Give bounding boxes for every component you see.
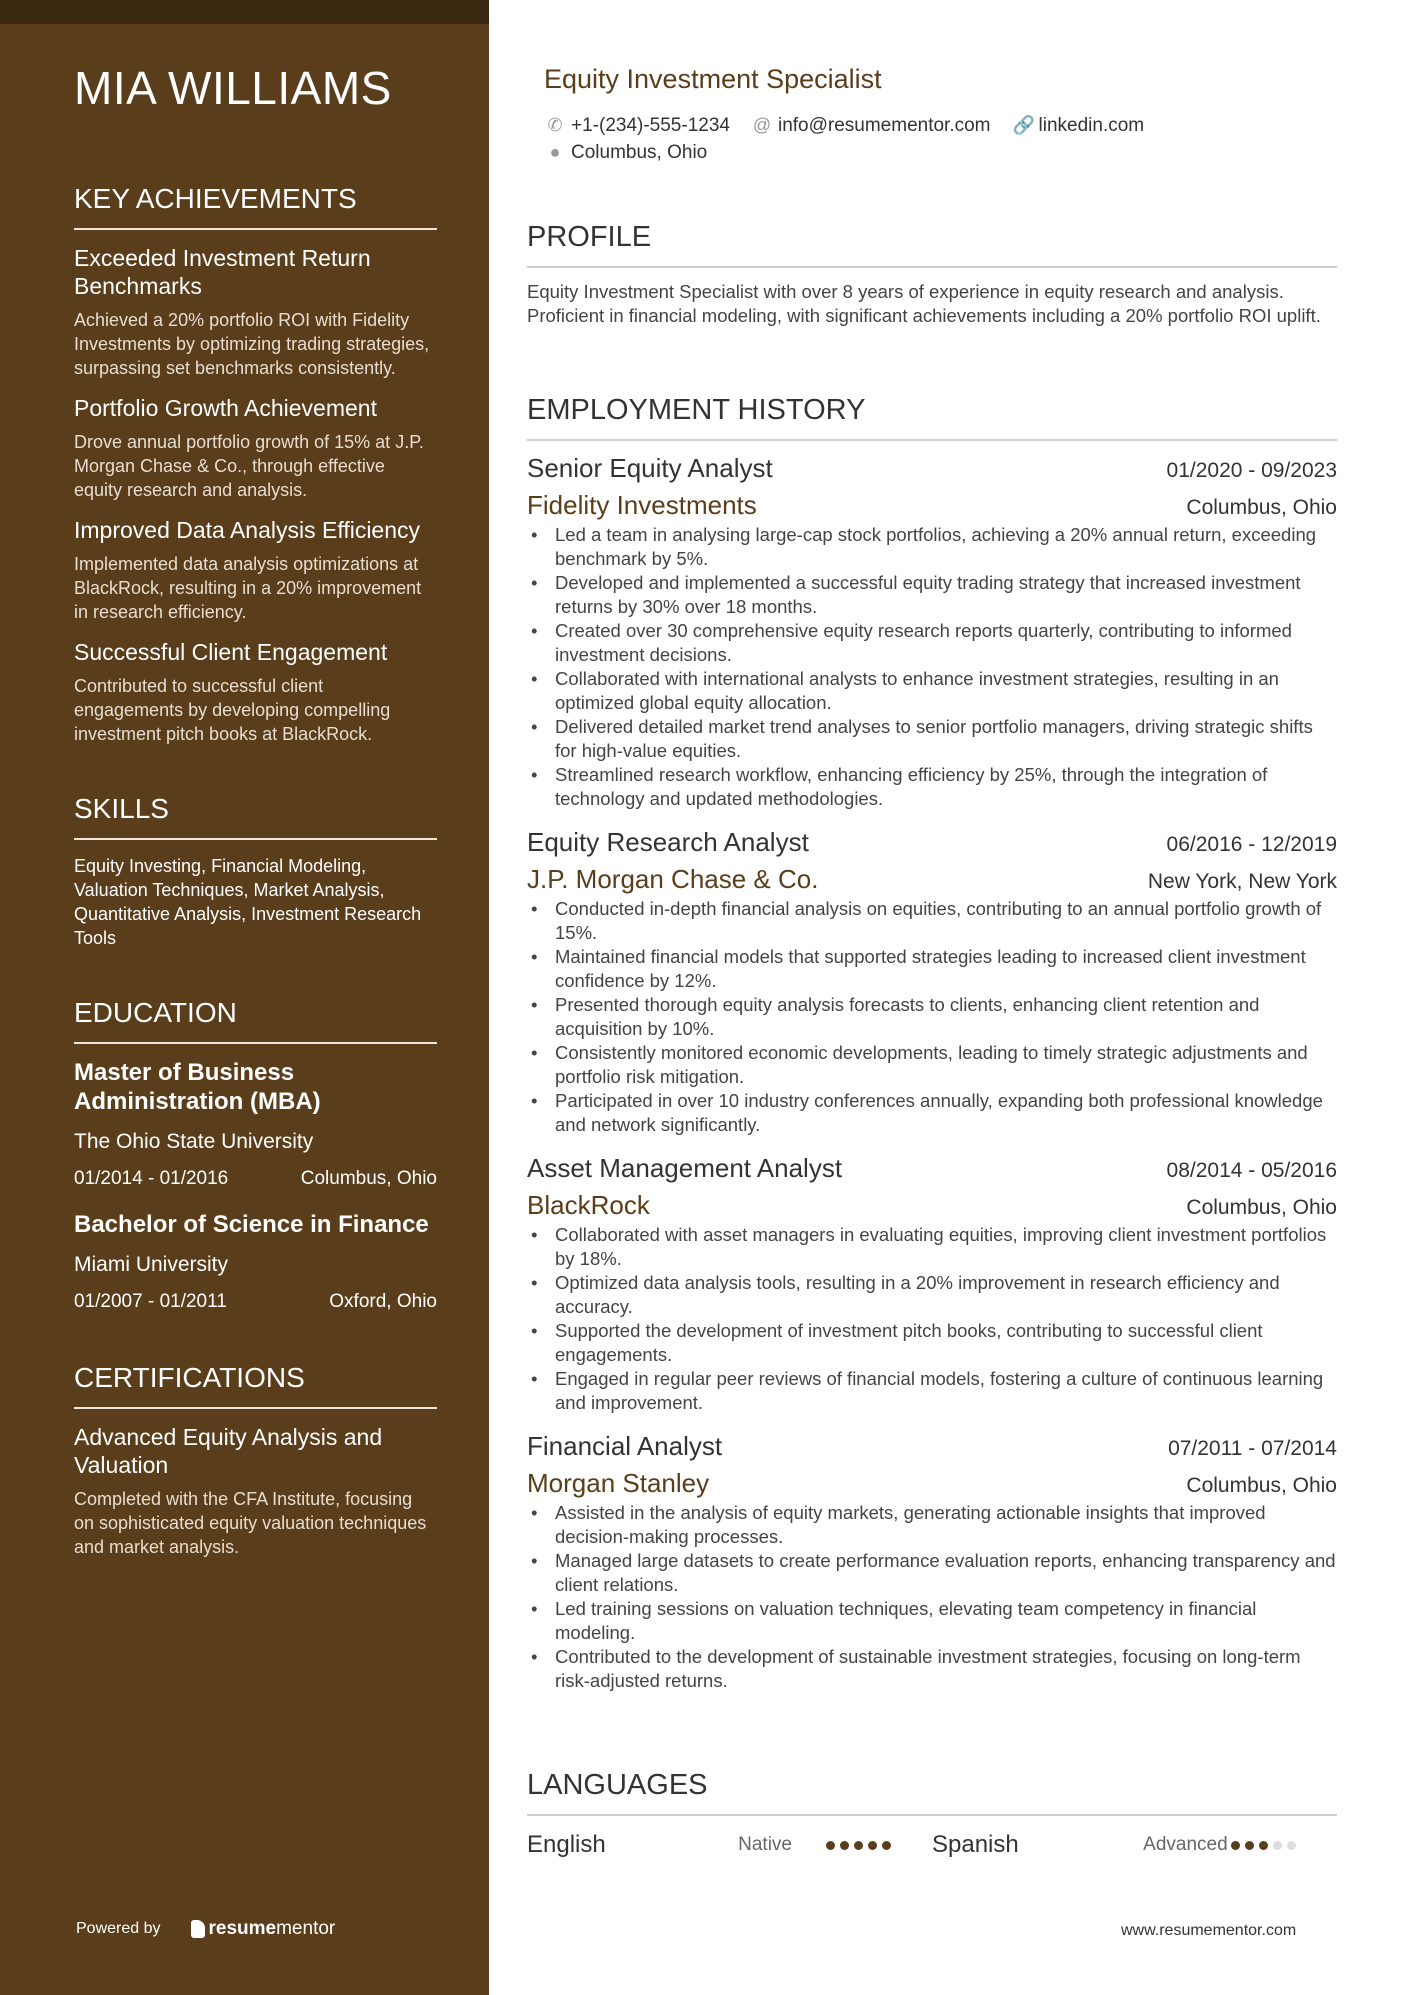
- at-icon: @: [752, 115, 772, 135]
- education-section: [74, 996, 437, 1315]
- achievement-desc: Achieved a 20% portfolio ROI with Fidelity Investments by optimizing trading strategies, surpassing set benchmarks consistently.: [74, 310, 430, 378]
- certification-desc: Completed with the CFA Institute, focusing on sophisticated equity valuation techniques and market analysis.: [74, 1489, 427, 1557]
- job-dates: 06/2016 - 12/2019: [1166, 833, 1337, 856]
- job-header: [527, 451, 1337, 485]
- job-position: Equity Research Analyst: [527, 827, 809, 857]
- job-location: New York, New York: [1147, 870, 1337, 893]
- contact-info: [545, 112, 1245, 166]
- certifications-heading: CERTIFICATIONS: [74, 1361, 437, 1409]
- achievements-heading: KEY ACHIEVEMENTS: [74, 182, 437, 230]
- job-company: BlackRock: [527, 1190, 650, 1220]
- sidebar-top-band: [0, 0, 489, 24]
- job-subheader: [527, 489, 1337, 521]
- language-name: Spanish: [932, 1831, 1019, 1858]
- powered-by: [76, 1918, 335, 1940]
- education-school: The Ohio State University: [74, 1130, 314, 1153]
- achievement-desc: Drove annual portfolio growth of 15% at J.P. Morgan Chase & Co., through effective equity research and analysis.: [74, 432, 424, 500]
- contact-email[interactable]: @ info@resumementor.com: [752, 114, 991, 136]
- job-bullet: • Collaborated with asset managers in evaluating equities, improving client investment portfolios by 18%.: [527, 1223, 1337, 1271]
- job-subheader: [527, 863, 1337, 895]
- job-location: Columbus, Ohio: [1186, 496, 1337, 519]
- achievement-title: Successful Client Engagement: [74, 639, 388, 665]
- languages-section: [527, 1768, 1337, 1860]
- languages-heading: LANGUAGES: [527, 1768, 1337, 1816]
- skills-text: Equity Investing, Financial Modeling, Valuation Techniques, Market Analysis, Quantitative Analysis, Investment Research Tools: [74, 856, 422, 948]
- job-position: Asset Management Analyst: [527, 1153, 843, 1183]
- rating-dot: [840, 1841, 849, 1850]
- rating-dot: [882, 1841, 891, 1850]
- job-company: Fidelity Investments: [527, 490, 757, 520]
- job-position: Financial Analyst: [527, 1431, 723, 1461]
- education-dates: 01/2007 - 01/2011: [74, 1291, 227, 1312]
- education-list: [74, 1058, 437, 1315]
- job-bullet: • Maintained financial models that supported strategies leading to increased client investment confidence by 12%.: [527, 945, 1337, 993]
- job-bullet: • Delivered detailed market trend analyses to senior portfolio managers, driving strategic shifts for high-value equities.: [527, 715, 1337, 763]
- education-heading: EDUCATION: [74, 996, 437, 1044]
- job-bullet: • Presented thorough equity analysis forecasts to clients, enhancing client retention and acquisition by 10%.: [527, 993, 1337, 1041]
- achievement-desc: Contributed to successful client engagements by developing compelling investment pitch books at BlackRock.: [74, 676, 391, 744]
- powered-by-label: Powered by: [76, 1920, 161, 1937]
- job-company: J.P. Morgan Chase & Co.: [527, 864, 819, 894]
- job-bullet: • Consistently monitored economic developments, leading to timely strategic adjustments and portfolio risk mitigation.: [527, 1041, 1337, 1089]
- contact-linkedin[interactable]: 🔗 linkedin.com: [1012, 114, 1145, 136]
- job-subheader: [527, 1189, 1337, 1221]
- job-dates: 01/2020 - 09/2023: [1166, 459, 1337, 482]
- achievement-title: Portfolio Growth Achievement: [74, 395, 377, 421]
- job-header: [527, 1429, 1337, 1463]
- job-bullet: • Led a team in analysing large-cap stock portfolios, achieving a 20% annual return, exceeding benchmark by 5%.: [527, 523, 1337, 571]
- job-bullet: • Led training sessions on valuation techniques, elevating team competency in financial modeling.: [527, 1597, 1337, 1645]
- profile-text: Equity Investment Specialist with over 8 years of experience in equity research and analysis. Proficient in financial modeling, with significant achievements including a 20% portfolio ROI uplift.: [527, 281, 1321, 326]
- language-rating: [1231, 1841, 1337, 1850]
- certifications-list: [74, 1423, 437, 1559]
- achievement-title: Exceeded Investment Return Benchmarks: [74, 245, 371, 299]
- job-bullet: • Streamlined research workflow, enhancing efficiency by 25%, through the integration of technology and updated methodologies.: [527, 763, 1337, 811]
- job-header: [527, 825, 1337, 859]
- education-meta: [74, 1289, 437, 1315]
- language-level: Native: [738, 1834, 792, 1855]
- employment-heading: EMPLOYMENT HISTORY: [527, 393, 1337, 441]
- education-dates: 01/2014 - 01/2016: [74, 1168, 229, 1189]
- job-bullet: • Created over 30 comprehensive equity research reports quarterly, contributing to informed investment decisions.: [527, 619, 1337, 667]
- footer-url[interactable]: www.resumementor.com: [1121, 1922, 1297, 1939]
- job-bullet: • Supported the development of investment pitch books, contributing to successful client engagements.: [527, 1319, 1337, 1367]
- job-dates: 07/2011 - 07/2014: [1168, 1437, 1337, 1460]
- language-name: English: [527, 1831, 606, 1858]
- rating-dot: [854, 1841, 863, 1850]
- job-dates: 08/2014 - 05/2016: [1166, 1159, 1337, 1182]
- sidebar-content: [74, 58, 437, 1559]
- job-entry: [527, 451, 1337, 811]
- job-bullet: • Contributed to the development of sustainable investment strategies, focusing on long-term risk-adjusted returns.: [527, 1645, 1337, 1693]
- language-rating: [826, 1841, 932, 1850]
- sidebar: [0, 0, 489, 1995]
- employment-section: [527, 393, 1337, 1693]
- rating-dot: [868, 1841, 877, 1850]
- jobs-list: [527, 451, 1337, 1693]
- rating-dot: [1273, 1841, 1282, 1850]
- contact-phone[interactable]: ✆ +1-(234)-555-1234: [545, 115, 730, 137]
- achievement-desc: Implemented data analysis optimizations at BlackRock, resulting in a 20% improvement in research efficiency.: [74, 554, 422, 622]
- link-icon: 🔗: [1012, 115, 1035, 135]
- education-location: Oxford, Ohio: [329, 1291, 437, 1312]
- job-entry: [527, 1429, 1337, 1693]
- job-bullets: [527, 1501, 1337, 1693]
- skills-heading: SKILLS: [74, 792, 437, 840]
- rating-dot: [1245, 1841, 1254, 1850]
- profile-heading: PROFILE: [527, 220, 1337, 268]
- contact-location: ● Columbus, Ohio: [545, 142, 707, 164]
- phone-icon: ✆: [547, 115, 563, 135]
- job-position: Senior Equity Analyst: [527, 453, 773, 483]
- certification-title: Advanced Equity Analysis and Valuation: [74, 1424, 383, 1478]
- job-bullet: • Assisted in the analysis of equity markets, generating actionable insights that improved decision-making processes.: [527, 1501, 1337, 1549]
- achievement-title: Improved Data Analysis Efficiency: [74, 517, 421, 543]
- achievements-section: [74, 182, 437, 746]
- job-location: Columbus, Ohio: [1186, 1474, 1337, 1497]
- certifications-section: [74, 1361, 437, 1559]
- education-location: Columbus, Ohio: [300, 1168, 437, 1189]
- job-bullet: • Conducted in-depth financial analysis on equities, contributing to an annual portfolio growth of 15%.: [527, 897, 1337, 945]
- rating-dot: [1259, 1841, 1268, 1850]
- job-bullet: • Participated in over 10 industry conferences annually, expanding both professional knowledge and network significantly.: [527, 1089, 1337, 1137]
- education-degree: Master of Business Administration (MBA): [74, 1059, 321, 1115]
- brand-name-light: mentor: [276, 1918, 336, 1939]
- profile-section: [527, 220, 1337, 328]
- brand-logo-icon: [191, 1920, 205, 1938]
- job-subheader: [527, 1467, 1337, 1499]
- job-bullets: [527, 1223, 1337, 1415]
- education-meta: [74, 1166, 437, 1192]
- job-entry: [527, 1151, 1337, 1415]
- candidate-name: MIA WILLIAMS: [74, 62, 392, 114]
- rating-dot: [1287, 1841, 1296, 1850]
- location-pin-icon: ●: [549, 142, 561, 162]
- job-location: Columbus, Ohio: [1186, 1196, 1337, 1219]
- job-bullets: [527, 897, 1337, 1137]
- job-bullet: • Developed and implemented a successful equity trading strategy that increased investment returns by 30% over 18 months.: [527, 571, 1337, 619]
- rating-dot: [1231, 1841, 1240, 1850]
- brand-logo[interactable]: [191, 1918, 336, 1940]
- education-degree: Bachelor of Science in Finance: [74, 1211, 429, 1238]
- languages-row: [527, 1830, 1337, 1860]
- education-school: Miami University: [74, 1253, 229, 1276]
- job-company: Morgan Stanley: [527, 1468, 710, 1498]
- job-entry: [527, 825, 1337, 1137]
- job-header: [527, 1151, 1337, 1185]
- language-level: Advanced: [1143, 1834, 1228, 1855]
- rating-dot: [826, 1841, 835, 1850]
- job-bullet: • Collaborated with international analysts to enhance investment strategies, resulting in an optimized global equity allocation.: [527, 667, 1337, 715]
- achievements-list: [74, 244, 437, 746]
- job-title: Equity Investment Specialist: [544, 64, 882, 94]
- job-bullet: • Managed large datasets to create performance evaluation reports, enhancing transparency and client relations.: [527, 1549, 1337, 1597]
- brand-name-bold: resume: [208, 1918, 277, 1939]
- job-bullets: [527, 523, 1337, 811]
- job-bullet: • Optimized data analysis tools, resulting in a 20% improvement in research efficiency and accuracy.: [527, 1271, 1337, 1319]
- job-bullet: • Engaged in regular peer reviews of financial models, fostering a culture of continuous learning and improvement.: [527, 1367, 1337, 1415]
- skills-section: [74, 792, 437, 950]
